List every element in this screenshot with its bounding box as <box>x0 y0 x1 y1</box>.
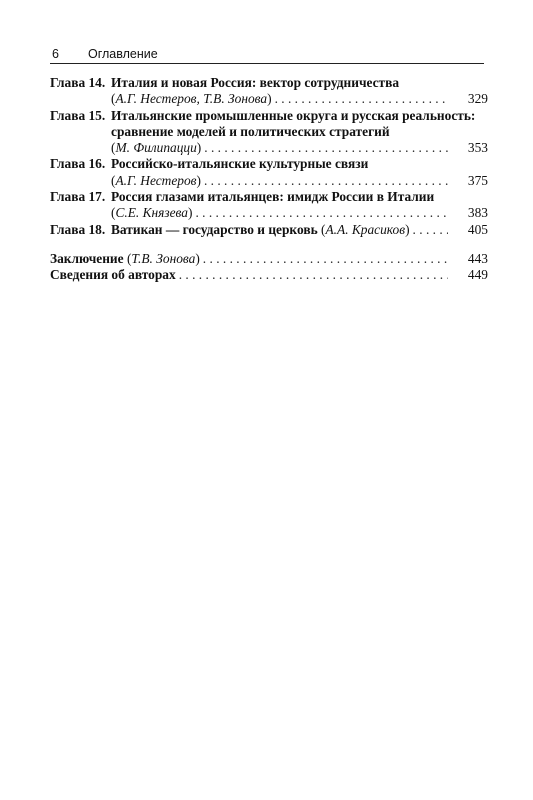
page-ref[interactable]: 443 <box>467 250 488 266</box>
dot-leader <box>201 140 448 156</box>
toc-entry-chapter-18[interactable]: Глава 18. Ватикан — государство и церковь (А.А. Красиков) . . . 405 <box>50 222 488 238</box>
running-head <box>50 45 484 64</box>
chapter-title-line-1: Итальянские промышленные округа и русская реальность: <box>111 107 476 123</box>
conclusion-authors: Т.В. Зонова <box>131 250 196 266</box>
page-number: 6 <box>52 47 59 61</box>
dot-leader <box>201 173 448 189</box>
chapter-authors: С.Е. Князева <box>115 205 188 221</box>
chapter-title: Российско-итальянские культурные связи <box>111 156 369 172</box>
page-ref[interactable]: 383 <box>467 205 488 221</box>
chapter-authors: А.Г. Нестеров, Т.В. Зонова <box>115 91 268 107</box>
toc-entry-chapter-15-authors: (М. Филипацци) . . . 353 <box>50 140 488 156</box>
toc-entry-chapter-14[interactable] <box>50 75 488 91</box>
running-head-title: Оглавление <box>88 47 158 61</box>
toc-entry-about-authors[interactable] <box>50 267 488 283</box>
page-ref[interactable]: 353 <box>467 140 488 156</box>
toc-entry-conclusion[interactable]: Заключение (Т.В. Зонова) . . . 443 <box>50 251 488 267</box>
chapter-authors: М. Филипацци <box>115 140 197 156</box>
chapter-label: Глава 17. <box>50 189 106 205</box>
toc-entry-chapter-14-authors: (А.Г. Нестеров, Т.В. Зонова) . . . 329 <box>50 91 488 107</box>
chapter-label: Глава 14. <box>50 75 106 90</box>
page-ref[interactable]: 449 <box>467 267 488 283</box>
chapter-authors: А.А. Красиков <box>325 221 406 237</box>
toc-entry-chapter-15[interactable] <box>50 108 488 124</box>
about-authors-label: Сведения об авторах <box>50 267 176 283</box>
chapter-title: Италия и новая Россия: вектор сотрудничества <box>111 75 400 90</box>
dot-leader <box>200 251 448 267</box>
chapter-label: Глава 15. <box>50 107 106 123</box>
section-gap <box>50 238 488 251</box>
chapter-authors: А.Г. Нестеров <box>115 172 197 188</box>
toc-entry-chapter-15-line-2 <box>50 124 488 140</box>
toc-entry-chapter-16[interactable] <box>50 156 488 172</box>
chapter-title: Ватикан — государство и церковь <box>111 221 318 237</box>
toc-entry-chapter-17-authors: (С.Е. Князева) . . . 383 <box>50 205 488 221</box>
chapter-label: Глава 16. <box>50 156 106 172</box>
chapter-label: Глава 18. <box>50 221 106 237</box>
page-ref[interactable]: 329 <box>467 91 488 107</box>
dot-leader <box>176 267 448 283</box>
toc-entry-chapter-17[interactable] <box>50 189 488 205</box>
page-ref[interactable]: 375 <box>467 172 488 188</box>
chapter-title: Россия глазами итальянцев: имидж России в Италии <box>111 189 435 205</box>
chapter-title-line-2: сравнение моделей и политических стратегий <box>111 123 390 139</box>
conclusion-label: Заключение <box>50 250 124 266</box>
table-of-contents <box>50 75 488 284</box>
dot-leader <box>272 91 448 107</box>
dot-leader <box>192 205 448 221</box>
dot-leader <box>410 222 448 238</box>
toc-entry-chapter-16-authors: (А.Г. Нестеров) . . . 375 <box>50 173 488 189</box>
page-ref[interactable]: 405 <box>467 221 488 237</box>
